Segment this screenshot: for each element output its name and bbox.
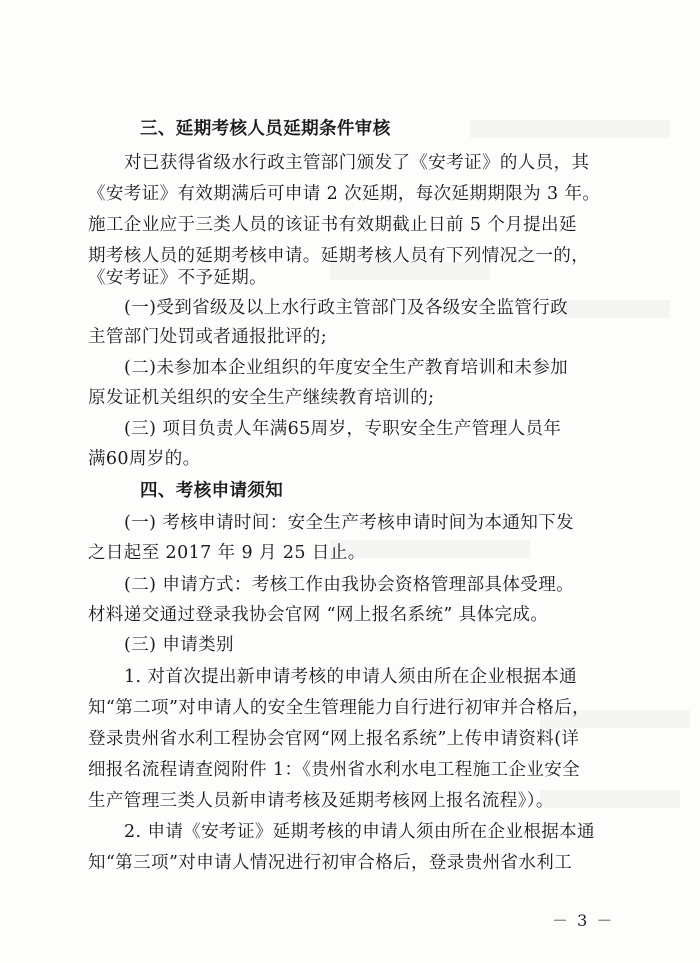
- section-heading-3: 三、延期考核人员延期条件审核: [140, 119, 391, 139]
- bleed-through-texture: [560, 300, 670, 318]
- paragraph-line: 知“第二项”对申请人的安全生管理能力自行进行初审并合格后，: [88, 698, 590, 718]
- paragraph-line: 主管部门处罚或者通报批评的;: [88, 327, 327, 347]
- paragraph-line: 施工企业应于三类人员的该证书有效期截止日前 5 个月提出延: [88, 215, 577, 235]
- paragraph-line: 登录贵州省水利工程协会官网“网上报名系统”上传申请资料(详: [88, 729, 580, 749]
- paragraph-line: (三) 项目负责人年满65周岁，专职安全生产管理人员年: [124, 419, 562, 439]
- paragraph-line: 生产管理三类人员新申请考核及延期考核网上报名流程》）。: [88, 791, 554, 811]
- paragraph-line: (二) 申请方式：考核工作由我协会资格管理部具体受理。: [124, 575, 575, 595]
- paragraph-line: 2. 申请《安考证》延期考核的申请人须由所在企业根据本通: [124, 822, 595, 842]
- paragraph-line: 期考核人员的延期考核申请。延期考核人员有下列情况之一的，: [88, 246, 590, 266]
- paragraph-line: 之日起至 2017 年 9 月 25 日止。: [88, 543, 366, 563]
- bleed-through-texture: [540, 790, 680, 808]
- paragraph-line: (一) 考核申请时间：安全生产考核申请时间为本通知下发: [124, 513, 575, 533]
- paragraph-line: 满60周岁的。: [88, 449, 201, 469]
- paragraph-line: 原发证机关组织的安全生产继续教育培训的;: [88, 388, 435, 408]
- paragraph-line: 《安考证》有效期满后可申请 2 次延期，每次延期期限为 3 年。: [88, 184, 601, 204]
- section-heading-4: 四、考核申请须知: [140, 481, 284, 501]
- paragraph-line: (一)受到省级及以上水行政主管部门及各级安全监管行政: [124, 298, 569, 318]
- bleed-through-texture: [470, 120, 670, 138]
- paragraph-line: (二)未参加本企业组织的年度安全生产教育培训和未参加: [124, 358, 569, 378]
- paragraph-line: 细报名流程请查阅附件 1：《贵州省水利水电工程施工企业安全: [88, 760, 581, 780]
- paragraph-line: 《安考证》不予延期。: [88, 268, 267, 288]
- paragraph-line: 1. 对首次提出新申请考核的申请人须由所在企业根据本通: [124, 667, 578, 687]
- paragraph-line: 知“第三项”对申请人情况进行初审合格后，登录贵州省水利工: [88, 853, 573, 873]
- page-number: － 3 －: [552, 911, 615, 930]
- paragraph-line: 材料递交通过登录我协会官网 “网上报名系统” 具体完成。: [88, 605, 549, 625]
- paragraph-line: (三) 申请类别: [124, 635, 234, 655]
- paragraph-line: 对已获得省级水行政主管部门颁发了《安考证》的人员，其: [124, 153, 590, 173]
